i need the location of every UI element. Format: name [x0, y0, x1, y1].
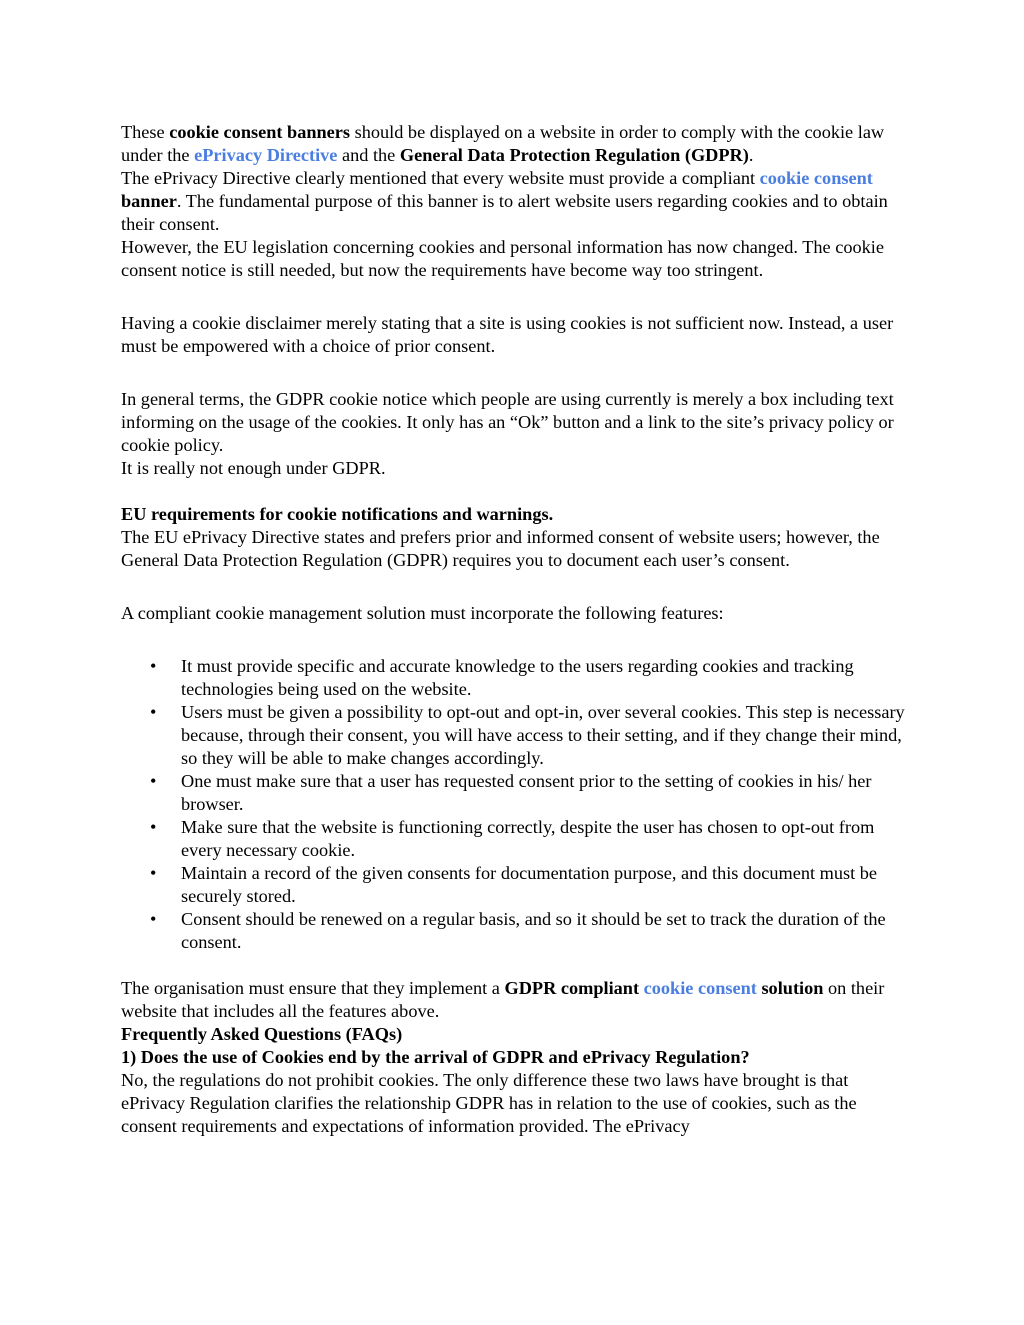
bold-banner: banner — [121, 191, 177, 211]
document-page — [121, 121, 911, 1138]
bullet-icon: • — [150, 771, 157, 791]
bullet-icon: • — [150, 909, 157, 929]
paragraph-intro — [121, 121, 911, 167]
bold-solution: solution — [756, 978, 824, 998]
link-cookie-consent[interactable]: cookie consent — [759, 168, 873, 188]
list-item — [121, 770, 911, 816]
faq-question-1 — [121, 1046, 911, 1069]
list-item — [121, 908, 911, 954]
features-list — [121, 655, 911, 954]
text: and the — [337, 145, 400, 165]
text: The ePrivacy Directive clearly mentioned that every website must provide a compliant — [121, 168, 760, 188]
list-item — [121, 862, 911, 908]
text: should be displayed on a website in order to comply with the cookie law under the — [121, 122, 885, 165]
link-eprivacy-directive[interactable]: ePrivacy Directive — [194, 145, 338, 165]
paragraph-features-intro: A compliant cookie management solution must incorporate the following features: — [121, 603, 724, 623]
bold-gdpr-compliant: GDPR compliant — [504, 978, 640, 998]
paragraph-organisation — [121, 977, 911, 1023]
section-heading-faqs — [121, 1023, 911, 1046]
paragraph-disclaimer: Having a cookie disclaimer merely stating that a site is using cookies is not sufficient now. Instead, a user must be empowered with a choice of prior consent. — [121, 313, 894, 356]
paragraph-general-terms: In general terms, the GDPR cookie notice which people are using currently is merely a box including text informing on the usage of the cookies. It only has an “Ok” button and a link to the site’s privacy policy or cookie policy. — [121, 389, 894, 455]
text: on their website that includes all the features above. — [121, 978, 885, 1021]
bullet-icon: • — [150, 702, 157, 722]
text: . — [748, 145, 754, 165]
text: . The fundamental purpose of this banner is to alert website users regarding cookies and to obtain their consent. — [121, 191, 888, 234]
list-item-text: One must make sure that a user has requested consent prior to the setting of cookies in his/ her browser. — [181, 771, 872, 814]
bullet-icon: • — [150, 817, 157, 837]
bold-gdpr: General Data Protection Regulation (GDPR) — [399, 145, 749, 165]
list-item-text: Make sure that the website is functioning correctly, despite the user has chosen to opt-out from every necessary cookie. — [181, 817, 875, 860]
paragraph-not-enough: It is really not enough under GDPR. — [121, 458, 386, 478]
heading-text: EU requirements for cookie notifications and warnings. — [121, 504, 554, 524]
list-item-text: It must provide specific and accurate knowledge to the users regarding cookies and tracking technologies being used on the website. — [181, 656, 854, 699]
section-heading-eu-requirements — [121, 503, 911, 526]
text: The organisation must ensure that they implement a — [121, 978, 505, 998]
text: These — [121, 122, 170, 142]
list-item — [121, 816, 911, 862]
list-item-text: Users must be given a possibility to opt-out and opt-in, over several cookies. This step is necessary because, through their consent, you will have access to their setting, and if they change their mind, so they will be able to make changes accordingly. — [181, 702, 905, 768]
bullet-icon: • — [150, 863, 157, 883]
list-item-text: Maintain a record of the given consents for documentation purpose, and this document must be securely stored. — [181, 863, 878, 906]
question-text: 1) Does the use of Cookies end by the arrival of GDPR and ePrivacy Regulation? — [121, 1047, 750, 1067]
paragraph-eprivacy — [121, 167, 911, 236]
paragraph-legislation: However, the EU legislation concerning cookies and personal information has now changed. The cookie consent notice is still needed, but now the requirements have become way too stringent. — [121, 237, 884, 280]
heading-text: Frequently Asked Questions (FAQs) — [121, 1024, 403, 1044]
list-item-text: Consent should be renewed on a regular basis, and so it should be set to track the duration of the consent. — [181, 909, 886, 952]
bullet-icon: • — [150, 656, 157, 676]
link-cookie-consent-solution[interactable]: cookie consent — [643, 978, 757, 998]
faq-answer-1: No, the regulations do not prohibit cookies. The only difference these two laws have brought is that ePrivacy Regulation clarifies the relationship GDPR has in relation to the use of cookies, such as the consent requirements and expectations of information provided. The ePrivacy — [121, 1070, 857, 1136]
list-item — [121, 701, 911, 770]
paragraph-eu-directive: The EU ePrivacy Directive states and prefers prior and informed consent of website users; however, the General Data Protection Regulation (GDPR) requires you to document each user’s consent. — [121, 527, 880, 570]
bold-cookie-consent-banners: cookie consent banners — [169, 122, 351, 142]
list-item — [121, 655, 911, 701]
